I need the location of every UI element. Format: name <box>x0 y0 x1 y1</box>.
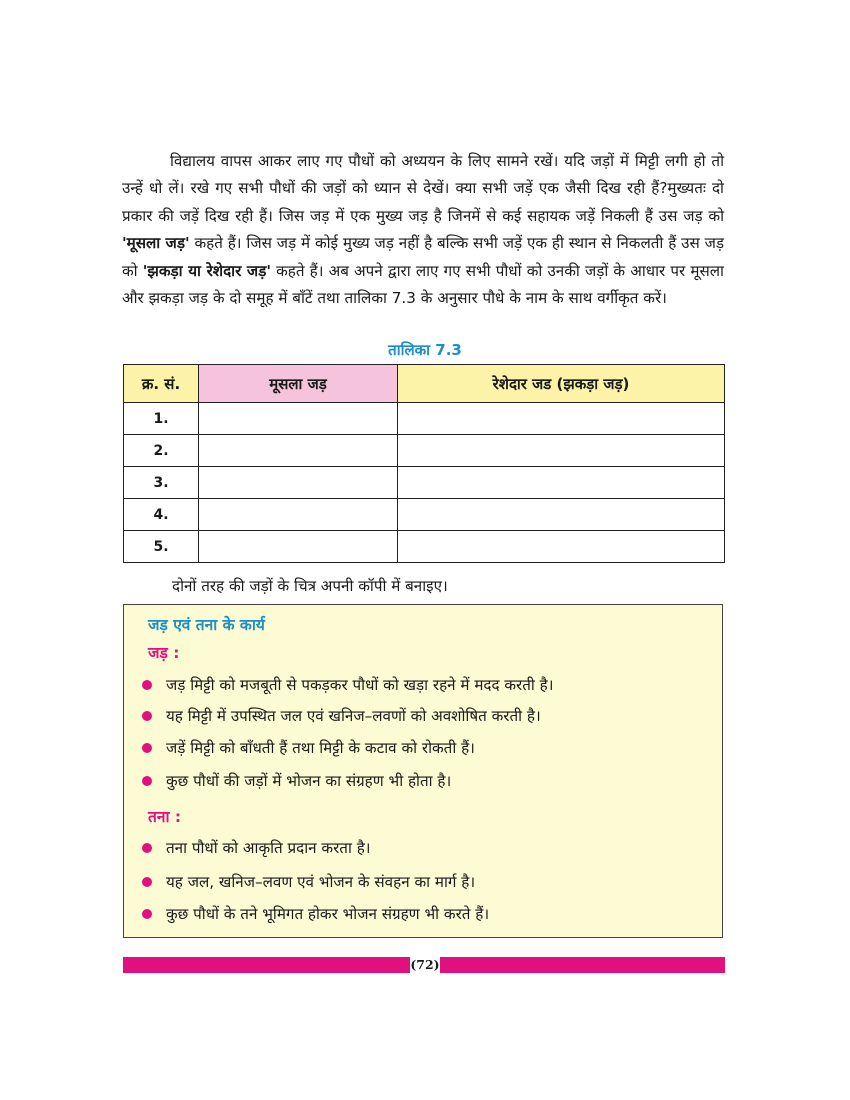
fibrous-root-cell[interactable] <box>398 531 725 563</box>
list-item <box>142 675 554 695</box>
taproot-cell[interactable] <box>199 403 398 435</box>
fibrous-root-cell[interactable] <box>398 499 725 531</box>
bullet-icon <box>142 843 152 853</box>
list-item <box>142 904 489 924</box>
taproot-cell[interactable] <box>199 435 398 467</box>
page-number: (72) <box>410 957 440 972</box>
table-row <box>124 531 725 563</box>
list-item-text: कुछ पौधों की जड़ों में भोजन का संग्रहण भी होता है। <box>166 772 452 790</box>
term-taproot: 'मूसला जड़' <box>122 234 190 253</box>
fibrous-root-cell[interactable] <box>398 467 725 499</box>
row-number: 1. <box>124 403 199 435</box>
row-number: 3. <box>124 467 199 499</box>
list-item-text: यह मिट्टी में उपस्थित जल एवं खनिज–लवणों को अवशोषित करती है। <box>166 707 541 725</box>
functions-box <box>123 604 723 938</box>
header-taproot: मूसला जड़ <box>199 365 398 403</box>
list-item <box>142 738 475 758</box>
taproot-cell[interactable] <box>199 467 398 499</box>
root-heading: जड़ : <box>148 644 180 662</box>
table-row <box>124 403 725 435</box>
taproot-cell[interactable] <box>199 499 398 531</box>
intro-paragraph <box>122 148 724 312</box>
bullet-icon <box>142 877 152 887</box>
taproot-cell[interactable] <box>199 531 398 563</box>
list-item <box>142 706 541 726</box>
table-row <box>124 435 725 467</box>
list-item <box>142 872 475 892</box>
table-header-row <box>124 365 725 403</box>
table-row <box>124 499 725 531</box>
bullet-icon <box>142 776 152 786</box>
stem-heading: तना : <box>148 808 182 826</box>
header-fibrous-root: रेशेदार जड (झकड़ा जड़) <box>398 365 725 403</box>
list-item-text: जड़ें मिट्टी को बाँधती हैं तथा मिट्टी के कटाव को रोकती हैं। <box>166 739 475 757</box>
footer-bar-left <box>123 957 410 973</box>
root-classification-table <box>123 364 725 563</box>
list-item <box>142 771 451 791</box>
drawing-instruction: दोनों तरह की जड़ों के चित्र अपनी कॉपी में बनाइए। <box>172 577 448 595</box>
term-fibrous-root: 'झकड़ा या रेशेदार जड़' <box>142 261 271 280</box>
list-item-text: तना पौधों को आकृति प्रदान करता है। <box>166 839 371 857</box>
list-item-text: यह जल, खनिज–लवण एवं भोजन के संवहन का मार्ग है। <box>166 873 476 891</box>
paragraph-text-2: कहते हैं। जिस जड़ में कोई मुख्य जड़ नहीं है बल्कि सभी जड़ें एक ही स्थान से निकलती हैं उस जड़ को <box>122 234 725 280</box>
footer-bar-right <box>440 957 725 973</box>
table-caption: तालिका 7.3 <box>388 341 462 359</box>
box-title: जड़ एवं तना के कार्य <box>148 616 265 634</box>
row-number: 2. <box>124 435 199 467</box>
page-footer <box>123 955 725 975</box>
row-number: 5. <box>124 531 199 563</box>
list-item-text: जड़ मिट्टी को मजबूती से पकड़कर पौधों को खड़ा रहने में मदद करती है। <box>166 676 554 694</box>
fibrous-root-cell[interactable] <box>398 435 725 467</box>
bullet-icon <box>142 680 152 690</box>
table-row <box>124 467 725 499</box>
fibrous-root-cell[interactable] <box>398 403 725 435</box>
header-serial-no: क्र. सं. <box>124 365 199 403</box>
bullet-icon <box>142 743 152 753</box>
row-number: 4. <box>124 499 199 531</box>
list-item-text: कुछ पौधों के तने भूमिगत होकर भोजन संग्रहण भी करते हैं। <box>166 905 490 923</box>
paragraph-text-1: विद्यालय वापस आकर लाए गए पौधों को अध्ययन के लिए सामने रखें। यदि जड़ों में मिट्टी लगी हो तो उन्हें धो लें। रखे गए सभी पौधों की जड़ों को ध्यान से देखें। क्या सभी जड़ें एक जैसी दिख रही हैं?मुख्यतः दो प्रकार की जड़ें दिख रही हैं। जिस जड़ में एक मुख्य जड़ है जिनमें से कई सहायक जड़ें निकली हैं उस जड़ को <box>122 152 724 225</box>
list-item <box>142 838 371 858</box>
bullet-icon <box>142 711 152 721</box>
bullet-icon <box>142 909 152 919</box>
paragraph-text-3: कहते हैं। अब अपने द्वारा लाए गए सभी पौधों को उनकी जड़ों के आधार पर मूसला और झकड़ा जड़ के दो समूह में बाँटें तथा तालिका 7.3 के अनुसार पौधे के नाम के साथ वर्गीकृत करें। <box>122 261 724 308</box>
